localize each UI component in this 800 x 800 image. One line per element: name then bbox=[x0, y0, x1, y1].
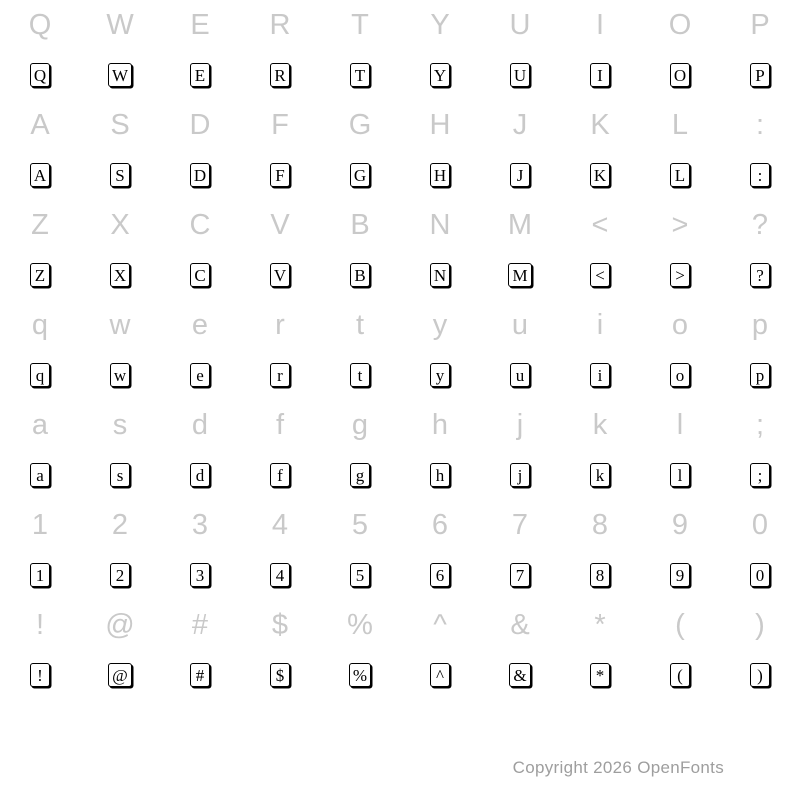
sample-glyph-cell bbox=[560, 450, 640, 500]
sample-glyph-cell bbox=[160, 650, 240, 700]
sample-glyph-cell bbox=[720, 50, 800, 100]
sample-glyph: @ bbox=[108, 663, 132, 687]
sample-glyph-cell bbox=[400, 350, 480, 400]
sample-glyph-cell bbox=[160, 350, 240, 400]
reference-glyph: 2 bbox=[111, 508, 129, 541]
reference-glyph: ? bbox=[751, 208, 769, 241]
sample-glyph-cell bbox=[560, 250, 640, 300]
sample-glyph: 4 bbox=[270, 563, 290, 587]
sample-glyph: t bbox=[350, 363, 370, 387]
reference-glyph: h bbox=[431, 408, 449, 441]
sample-glyph: 3 bbox=[190, 563, 210, 587]
reference-glyph: q bbox=[31, 308, 49, 341]
reference-glyph: V bbox=[270, 208, 290, 241]
sample-glyph-cell bbox=[480, 250, 560, 300]
reference-glyph: C bbox=[189, 208, 211, 241]
sample-glyph-cell bbox=[480, 550, 560, 600]
sample-glyph-cell bbox=[640, 250, 720, 300]
sample-glyph: D bbox=[190, 163, 210, 187]
sample-glyph-cell bbox=[0, 50, 80, 100]
sample-glyph: Q bbox=[30, 63, 50, 87]
sample-glyph: o bbox=[670, 363, 690, 387]
reference-glyph: % bbox=[347, 608, 373, 641]
sample-glyph-cell bbox=[720, 550, 800, 600]
reference-glyph: X bbox=[110, 208, 130, 241]
sample-glyph-row bbox=[0, 350, 800, 400]
reference-glyph: l bbox=[676, 408, 684, 441]
sample-glyph-row bbox=[0, 50, 800, 100]
sample-glyph-cell bbox=[720, 450, 800, 500]
sample-glyph: ; bbox=[750, 463, 770, 487]
sample-glyph: I bbox=[590, 63, 610, 87]
sample-glyph-cell bbox=[0, 250, 80, 300]
reference-glyph: P bbox=[750, 8, 770, 41]
reference-glyph: # bbox=[191, 608, 209, 641]
sample-glyph-cell bbox=[0, 550, 80, 600]
reference-glyph: e bbox=[191, 308, 209, 341]
reference-glyph: T bbox=[351, 8, 369, 41]
sample-glyph: j bbox=[510, 463, 530, 487]
sample-glyph: y bbox=[430, 363, 450, 387]
sample-glyph-cell bbox=[480, 450, 560, 500]
sample-glyph-cell bbox=[480, 150, 560, 200]
sample-glyph: % bbox=[349, 663, 371, 687]
reference-glyph: S bbox=[110, 108, 130, 141]
sample-glyph-cell bbox=[80, 550, 160, 600]
sample-glyph: B bbox=[350, 263, 370, 287]
sample-glyph: w bbox=[110, 363, 130, 387]
sample-glyph: G bbox=[350, 163, 370, 187]
sample-glyph-cell bbox=[320, 350, 400, 400]
sample-glyph-cell bbox=[480, 650, 560, 700]
reference-glyph: y bbox=[432, 308, 448, 341]
reference-glyph: 5 bbox=[351, 508, 369, 541]
sample-glyph-cell bbox=[80, 350, 160, 400]
sample-glyph-cell bbox=[80, 150, 160, 200]
sample-glyph-row bbox=[0, 550, 800, 600]
sample-glyph: r bbox=[270, 363, 290, 387]
sample-glyph-cell bbox=[320, 650, 400, 700]
sample-glyph-cell bbox=[0, 350, 80, 400]
sample-glyph: 1 bbox=[30, 563, 50, 587]
sample-glyph: ? bbox=[750, 263, 770, 287]
sample-glyph: Z bbox=[30, 263, 50, 287]
reference-glyph: r bbox=[275, 308, 285, 341]
reference-glyph: D bbox=[189, 108, 211, 141]
reference-glyph: H bbox=[429, 108, 451, 141]
sample-glyph-cell bbox=[640, 650, 720, 700]
sample-glyph: 9 bbox=[670, 563, 690, 587]
reference-glyph: 8 bbox=[591, 508, 609, 541]
sample-glyph: X bbox=[110, 263, 130, 287]
sample-glyph-cell bbox=[400, 150, 480, 200]
sample-glyph-cell bbox=[240, 450, 320, 500]
sample-glyph: W bbox=[108, 63, 132, 87]
sample-glyph: h bbox=[430, 463, 450, 487]
sample-glyph: H bbox=[430, 163, 450, 187]
sample-glyph-cell bbox=[80, 250, 160, 300]
reference-glyph: f bbox=[275, 408, 285, 441]
sample-glyph: $ bbox=[270, 663, 290, 687]
sample-glyph-cell bbox=[0, 450, 80, 500]
reference-glyph: Z bbox=[31, 208, 49, 241]
reference-glyph: A bbox=[30, 108, 50, 141]
sample-glyph-cell bbox=[240, 550, 320, 600]
reference-glyph: s bbox=[112, 408, 128, 441]
sample-glyph: e bbox=[190, 363, 210, 387]
sample-glyph-cell bbox=[160, 150, 240, 200]
sample-glyph-cell bbox=[160, 550, 240, 600]
sample-glyph-cell bbox=[240, 350, 320, 400]
sample-glyph: * bbox=[590, 663, 610, 687]
reference-glyph: J bbox=[512, 108, 528, 141]
copyright-notice: Copyright 2026 OpenFonts bbox=[512, 758, 724, 777]
reference-glyph: t bbox=[355, 308, 365, 341]
sample-glyph: # bbox=[190, 663, 210, 687]
reference-glyph: 4 bbox=[271, 508, 289, 541]
sample-glyph: : bbox=[750, 163, 770, 187]
sample-glyph: ! bbox=[30, 663, 50, 687]
sample-glyph: F bbox=[270, 163, 290, 187]
sample-glyph-cell bbox=[80, 50, 160, 100]
sample-glyph-row bbox=[0, 150, 800, 200]
sample-glyph-cell bbox=[560, 550, 640, 600]
sample-glyph: R bbox=[270, 63, 290, 87]
sample-glyph-cell bbox=[720, 650, 800, 700]
sample-glyph: J bbox=[510, 163, 530, 187]
reference-glyph: ^ bbox=[433, 608, 447, 641]
reference-glyph: G bbox=[348, 108, 372, 141]
reference-glyph: ; bbox=[755, 408, 765, 441]
reference-glyph-row bbox=[0, 0, 800, 50]
sample-glyph: K bbox=[590, 163, 610, 187]
sample-glyph: f bbox=[270, 463, 290, 487]
reference-glyph: ! bbox=[35, 608, 45, 641]
reference-glyph: : bbox=[755, 108, 765, 141]
reference-glyph: j bbox=[516, 408, 524, 441]
reference-glyph: M bbox=[507, 208, 533, 241]
sample-glyph-cell bbox=[720, 350, 800, 400]
sample-glyph-row bbox=[0, 450, 800, 500]
sample-glyph-cell bbox=[320, 550, 400, 600]
reference-glyph: E bbox=[190, 8, 210, 41]
reference-glyph: o bbox=[671, 308, 689, 341]
sample-glyph-cell bbox=[640, 450, 720, 500]
reference-glyph: * bbox=[594, 608, 606, 641]
sample-glyph: V bbox=[270, 263, 290, 287]
reference-glyph: K bbox=[590, 108, 610, 141]
sample-glyph-cell bbox=[640, 550, 720, 600]
sample-glyph-cell bbox=[320, 50, 400, 100]
reference-glyph: 0 bbox=[751, 508, 769, 541]
sample-glyph-cell bbox=[400, 450, 480, 500]
sample-glyph-cell bbox=[480, 350, 560, 400]
reference-glyph: Y bbox=[430, 8, 450, 41]
reference-glyph: R bbox=[269, 8, 291, 41]
reference-glyph-row bbox=[0, 200, 800, 250]
reference-glyph: 9 bbox=[671, 508, 689, 541]
reference-glyph: ( bbox=[675, 608, 685, 641]
sample-glyph: E bbox=[190, 63, 210, 87]
sample-glyph: l bbox=[670, 463, 690, 487]
reference-glyph-row bbox=[0, 400, 800, 450]
sample-glyph-cell bbox=[80, 650, 160, 700]
reference-glyph-row bbox=[0, 300, 800, 350]
sample-glyph: S bbox=[110, 163, 130, 187]
sample-glyph-cell bbox=[560, 350, 640, 400]
sample-glyph-cell bbox=[400, 50, 480, 100]
sample-glyph: s bbox=[110, 463, 130, 487]
sample-glyph-cell bbox=[160, 450, 240, 500]
sample-glyph: d bbox=[190, 463, 210, 487]
reference-glyph: U bbox=[509, 8, 531, 41]
sample-glyph-cell bbox=[560, 50, 640, 100]
sample-glyph-cell bbox=[400, 650, 480, 700]
reference-glyph: u bbox=[511, 308, 529, 341]
sample-glyph: ) bbox=[750, 663, 770, 687]
sample-glyph-cell bbox=[480, 50, 560, 100]
sample-glyph-cell bbox=[160, 50, 240, 100]
sample-glyph-cell bbox=[640, 50, 720, 100]
sample-glyph-cell bbox=[0, 650, 80, 700]
sample-glyph: u bbox=[510, 363, 530, 387]
sample-glyph: 2 bbox=[110, 563, 130, 587]
sample-glyph-cell bbox=[240, 150, 320, 200]
reference-glyph: $ bbox=[271, 608, 289, 641]
sample-glyph: P bbox=[750, 63, 770, 87]
reference-glyph: g bbox=[351, 408, 369, 441]
sample-glyph: k bbox=[590, 463, 610, 487]
sample-glyph-cell bbox=[720, 250, 800, 300]
reference-glyph: Q bbox=[28, 8, 52, 41]
sample-glyph: N bbox=[430, 263, 450, 287]
sample-glyph: U bbox=[510, 63, 530, 87]
reference-glyph: B bbox=[350, 208, 370, 241]
sample-glyph: O bbox=[670, 63, 690, 87]
sample-glyph: M bbox=[508, 263, 531, 287]
reference-glyph-row bbox=[0, 100, 800, 150]
reference-glyph: 3 bbox=[191, 508, 209, 541]
sample-glyph: & bbox=[509, 663, 530, 687]
sample-glyph-cell bbox=[400, 550, 480, 600]
reference-glyph: I bbox=[595, 8, 605, 41]
sample-glyph-cell bbox=[80, 450, 160, 500]
sample-glyph: L bbox=[670, 163, 690, 187]
sample-glyph: C bbox=[190, 263, 210, 287]
reference-glyph: F bbox=[271, 108, 289, 141]
sample-glyph-cell bbox=[320, 150, 400, 200]
reference-glyph: d bbox=[191, 408, 209, 441]
sample-glyph-cell bbox=[160, 250, 240, 300]
reference-glyph: > bbox=[671, 208, 689, 241]
sample-glyph: g bbox=[350, 463, 370, 487]
sample-glyph-cell bbox=[720, 150, 800, 200]
sample-glyph-cell bbox=[400, 250, 480, 300]
sample-glyph: q bbox=[30, 363, 50, 387]
reference-glyph: i bbox=[596, 308, 604, 341]
sample-glyph: 5 bbox=[350, 563, 370, 587]
reference-glyph: < bbox=[591, 208, 609, 241]
reference-glyph: p bbox=[751, 308, 769, 341]
reference-glyph: O bbox=[668, 8, 692, 41]
sample-glyph-cell bbox=[640, 350, 720, 400]
sample-glyph-cell bbox=[240, 50, 320, 100]
reference-glyph: N bbox=[429, 208, 451, 241]
sample-glyph: > bbox=[670, 263, 690, 287]
sample-glyph: a bbox=[30, 463, 50, 487]
sample-glyph: A bbox=[30, 163, 50, 187]
sample-glyph: 7 bbox=[510, 563, 530, 587]
sample-glyph: 8 bbox=[590, 563, 610, 587]
sample-glyph-cell bbox=[240, 650, 320, 700]
reference-glyph-row bbox=[0, 500, 800, 550]
reference-glyph: & bbox=[510, 608, 530, 641]
reference-glyph: L bbox=[671, 108, 689, 141]
reference-glyph: 6 bbox=[431, 508, 449, 541]
sample-glyph: T bbox=[350, 63, 370, 87]
sample-glyph-cell bbox=[560, 650, 640, 700]
sample-glyph: i bbox=[590, 363, 610, 387]
sample-glyph-cell bbox=[640, 150, 720, 200]
sample-glyph-cell bbox=[0, 150, 80, 200]
sample-glyph-cell bbox=[320, 450, 400, 500]
sample-glyph: Y bbox=[430, 63, 450, 87]
reference-glyph: 7 bbox=[511, 508, 529, 541]
sample-glyph-row bbox=[0, 650, 800, 700]
sample-glyph: 0 bbox=[750, 563, 770, 587]
reference-glyph: w bbox=[109, 308, 131, 341]
reference-glyph: 1 bbox=[31, 508, 49, 541]
reference-glyph: @ bbox=[105, 608, 135, 641]
reference-glyph-row bbox=[0, 600, 800, 650]
sample-glyph-cell bbox=[240, 250, 320, 300]
sample-glyph: ^ bbox=[430, 663, 450, 687]
reference-glyph: k bbox=[592, 408, 608, 441]
reference-glyph: ) bbox=[755, 608, 765, 641]
sample-glyph-cell bbox=[320, 250, 400, 300]
sample-glyph: < bbox=[590, 263, 610, 287]
sample-glyph: p bbox=[750, 363, 770, 387]
reference-glyph: a bbox=[31, 408, 49, 441]
sample-glyph: ( bbox=[670, 663, 690, 687]
reference-glyph: W bbox=[106, 8, 134, 41]
sample-glyph-row bbox=[0, 250, 800, 300]
sample-glyph-cell bbox=[560, 150, 640, 200]
sample-glyph: 6 bbox=[430, 563, 450, 587]
